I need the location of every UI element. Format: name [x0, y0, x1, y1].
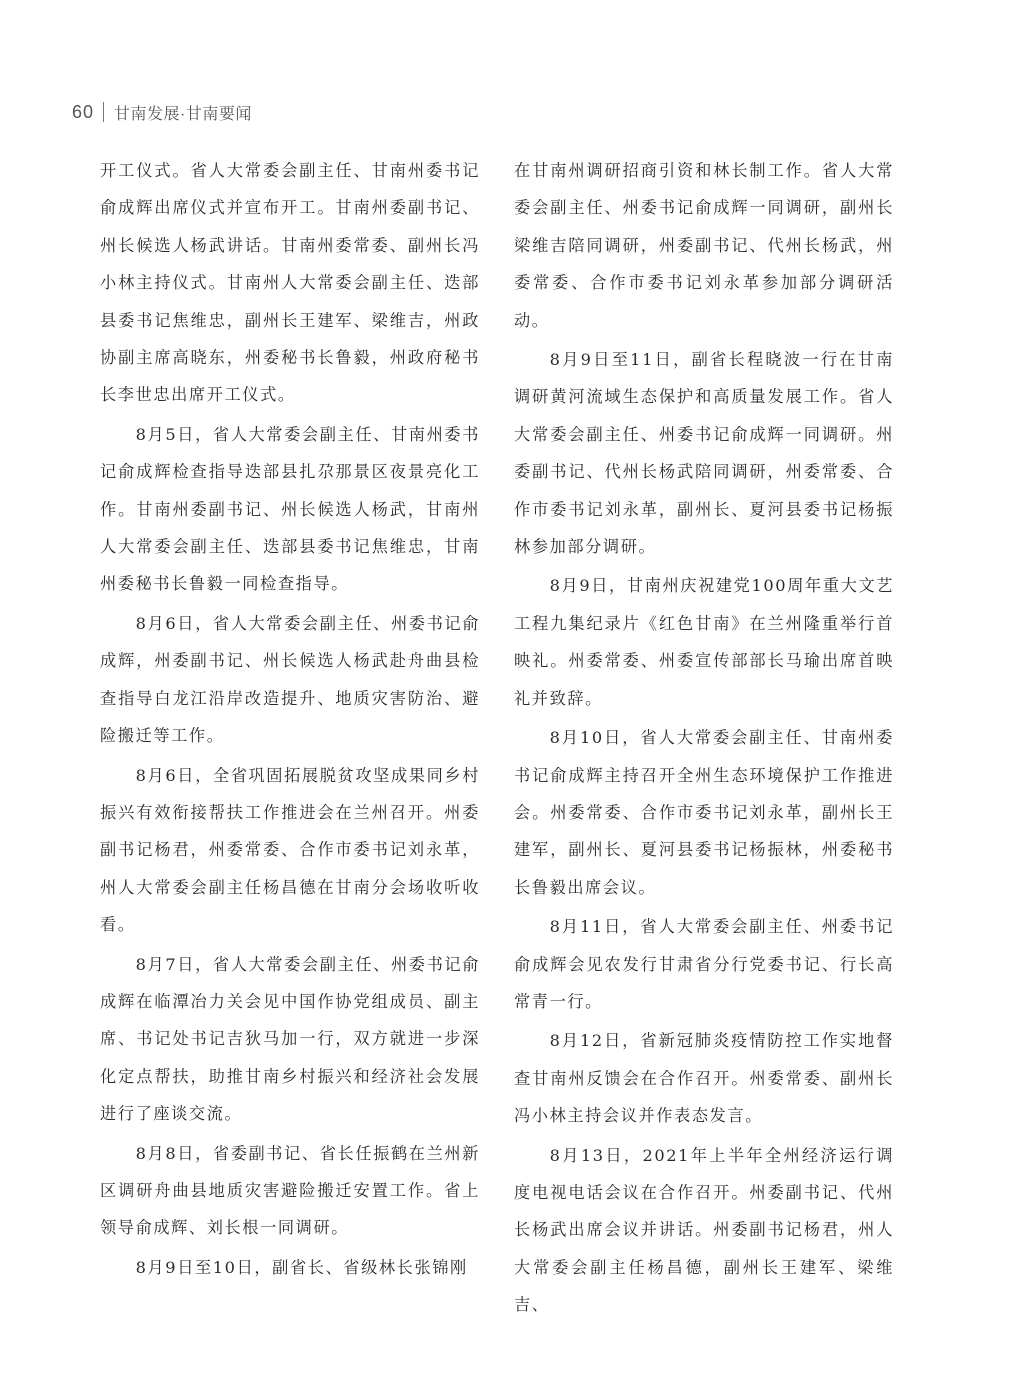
- header-divider: [103, 102, 104, 122]
- right-column: [514, 152, 894, 1326]
- paragraph: 8月12日，省新冠肺炎疫情防控工作实地督查甘南州反馈会在合作召开。州委常委、副州长冯小林主持会议并作表态发言。: [514, 1031, 894, 1126]
- paragraph: 8月10日，省人大常委会副主任、甘南州委书记俞成辉主持召开全州生态环境保护工作推进会。州委常委、合作市委书记刘永革，副州长王建军，副州长、夏河县委书记杨振林，州委秘书长鲁毅出席会议。: [514, 728, 894, 897]
- paragraph: 8月9日，甘南州庆祝建党100周年重大文艺工程九集纪录片《红色甘南》在兰州隆重举行首映礼。州委常委、州委宣传部部长马瑜出席首映礼并致辞。: [514, 576, 894, 708]
- paragraph: 8月6日，省人大常委会副主任、州委书记俞成辉，州委副书记、州长候选人杨武赴舟曲县检查指导白龙江沿岸改造提升、地质灾害防治、避险搬迁等工作。: [100, 613, 480, 746]
- paragraph: 8月9日至10日，副省长、省级林长张锦刚: [135, 1257, 468, 1277]
- paragraph: 8月6日，全省巩固拓展脱贫攻坚成果同乡村振兴有效衔接帮扶工作推进会在兰州召开。州委副书记杨君，州委常委、合作市委书记刘永革，州人大常委会副主任杨昌德在甘南分会场收听收看。: [100, 765, 480, 935]
- paragraph: 开工仪式。省人大常委会副主任、甘南州委书记俞成辉出席仪式并宣布开工。甘南州委副书记、州长候选人杨武讲话。甘南州委常委、副州长冯小林主持仪式。甘南州人大常委会副主任、迭部县委书记焦维忠，副州长王建军、梁维吉，州政协副主席高晓东，州委秘书长鲁毅，州政府秘书长李世忠出席开工仪式。: [100, 161, 480, 405]
- paragraph: 在甘南州调研招商引资和林长制工作。省人大常委会副主任、州委书记俞成辉一同调研，副州长梁维吉陪同调研，州委副书记、代州长杨武，州委常委、合作市委书记刘永革参加部分调研活动。: [514, 161, 894, 330]
- paragraph: 8月8日，省委副书记、省长任振鹤在兰州新区调研舟曲县地质灾害避险搬迁安置工作。省上领导俞成辉、刘长根一同调研。: [100, 1143, 480, 1238]
- paragraph: 8月5日，省人大常委会副主任、甘南州委书记俞成辉检查指导迭部县扎尕那景区夜景亮化工作。甘南州委副书记、州长候选人杨武，甘南州人大常委会副主任、迭部县委书记焦维忠，甘南州委秘书长鲁毅一同检查指导。: [100, 424, 480, 594]
- left-column: [100, 152, 480, 1288]
- section-title: 甘南发展·甘南要闻: [114, 105, 252, 123]
- paragraph: 8月11日，省人大常委会副主任、州委书记俞成辉会见农发行甘肃省分行党委书记、行长高常青一行。: [514, 917, 894, 1011]
- paragraph: 8月13日，2021年上半年全州经济运行调度电视电话会议在合作召开。州委副书记、代州长杨武出席会议并讲话。州委副书记杨君，州人大常委会副主任杨昌德，副州长王建军、梁维吉、: [514, 1145, 894, 1315]
- page-header: [72, 98, 252, 126]
- paragraph: 8月7日，省人大常委会副主任、州委书记俞成辉在临潭冶力关会见中国作协党组成员、副主席、书记处书记吉狄马加一行，双方就进一步深化定点帮扶，助推甘南乡村振兴和经济社会发展进行了座谈交流。: [100, 954, 480, 1124]
- page-number: 60: [72, 101, 95, 122]
- paragraph: 8月9日至11日，副省长程晓波一行在甘南调研黄河流域生态保护和高质量发展工作。省人大常委会副主任、州委书记俞成辉一同调研。州委副书记、代州长杨武陪同调研，州委常委、合作市委书记刘永革，副州长、夏河县委书记杨振林参加部分调研。: [514, 350, 894, 557]
